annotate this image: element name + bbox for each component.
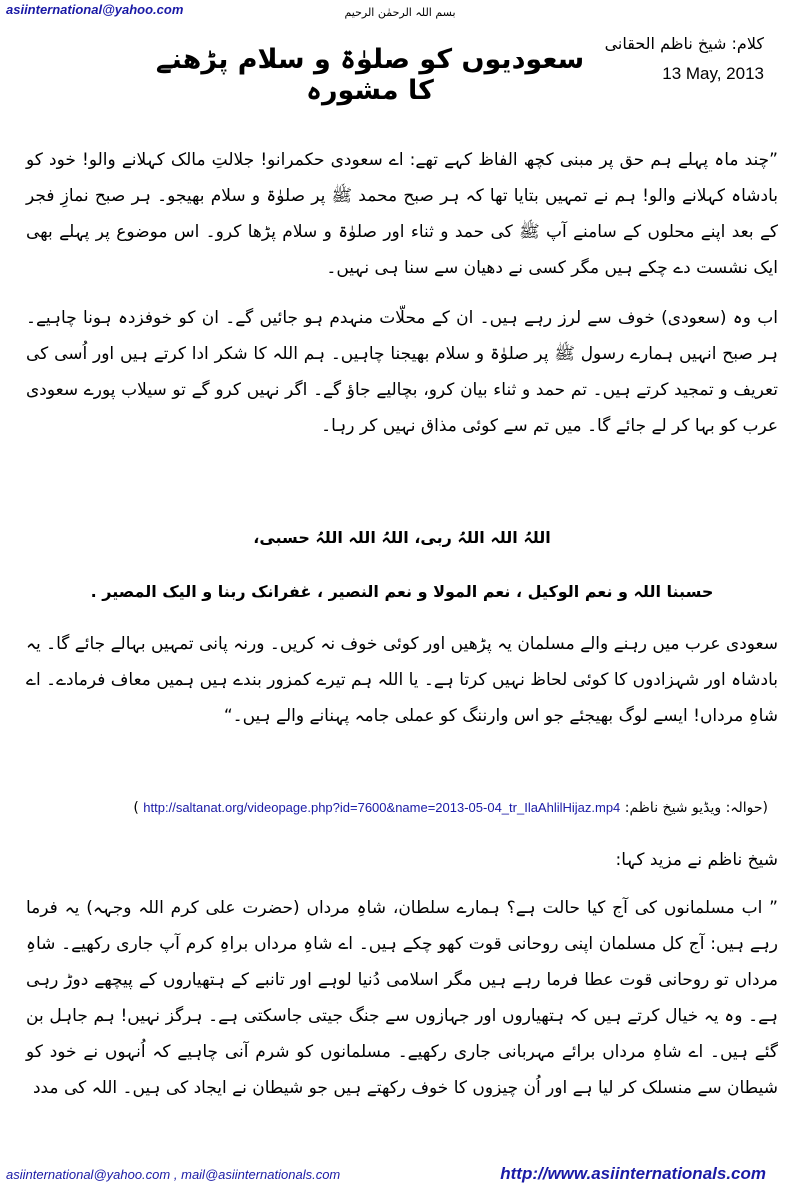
- paragraph-1: ”چند ماہ پہلے ہم حق پر مبنی کچھ الفاظ کہے تھے: اے سعودی حکمرانو! جلالتِ مالک کہلانے والو! خود کو بادشاہ کہلانے والو! ہم نے تمہیں بتایا تھا کہ ہر صبح محمد ﷺ پر صلوٰۃ و سلام بھیجو۔ ہر صبح نمازِ فجر کے بعد اپنے محلوں کے سامنے آپ ﷺ کی حمد و ثناء اور صلوٰۃ و سلام پڑھا کرو۔ اس موضوع پر پہلے بھی ایک نشست دے چکے ہیں مگر کسی نے دھیان سے سنا ہی نہیں۔: [26, 150, 778, 278]
- footer-separator: ,: [173, 1167, 178, 1182]
- footer-email-1[interactable]: asiinternational@yahoo.com: [6, 1167, 171, 1182]
- footer-emails: [6, 1167, 340, 1182]
- paragraph-2: اب وہ (سعودی) خوف سے لرز رہے ہیں۔ ان کے محلّات منہدم ہو جائیں گے۔ ان کو خوفزدہ ہونا چاہیے۔ ہر صبح انہیں ہمارے رسول ﷺ پر صلوٰۃ و سلام بھیجنا چاہیں۔ ہم اللہ کا شکر ادا کرتے ہیں اور اُسی کی تعریف و تمجید کرتے ہیں۔ تم حمد و ثناء بیان کرو، بچالیے جاؤ گے۔ اگر نہیں کرو گے تو سیلاب پورے سعودی عرب کو بہا کر لے جائے گا۔ میں تم سے کوئی مذاق نہیں کر رہا۔: [26, 308, 778, 436]
- paragraph-3: سعودی عرب میں رہنے والے مسلمان یہ پڑھیں اور کوئی خوف نہ کریں۔ ورنہ پانی تمہیں بہالے جائے گا۔ یہ بادشاہ اور شہزادوں کا کوئی لحاظ نہیں کرتا ہے۔ یا اللہ ہم تیرے کمزور بندے ہیں ہمیں معاف فرمادے۔ اے شاہِ مرداں! ایسے لوگ بھیجئے جو اس وارننگ کو عملی جامہ پہنانے والے ہیں۔“: [26, 634, 778, 726]
- arabic-dua-2: حسبنا اللہ و نعم الوکیل ، نعم المولا و نعم النصیر ، غفرانک ربنا و الیک المصیر .: [90, 582, 714, 601]
- arabic-dua-1: اللہُ اللہ اللہُ ربی، اللہُ اللہ اللہُ حسبی،: [253, 528, 551, 547]
- page-title: سعودیوں کو صلوٰۃ و سلام پڑھنے کا مشورہ: [155, 44, 585, 106]
- reference-link[interactable]: http://saltanat.org/videopage.php?id=7600&name=2013-05-04_tr_IlaAhlilHijaz.mp4: [143, 800, 621, 815]
- date-label: 13 May, 2013: [662, 64, 764, 83]
- paragraph-4: شیخ ناظم نے مزید کہا:: [615, 850, 778, 870]
- reference-suffix: ): [133, 800, 139, 816]
- paragraph-5: ” اب مسلمانوں کی آج کیا حالت ہے؟ ہمارے سلطان، شاہِ مرداں (حضرت علی کرم اللہ وجہہ) یہ فرما رہے ہیں: آج کل مسلمان اپنی روحانی قوت کھو چکے ہیں۔ اے شاہِ مرداں براہِ کرم آپ جاری رکھیے۔ شاہِ مرداں تو روحانی قوت عطا فرما رہے ہیں مگر اسلامی دُنیا لوہے اور تانبے کے ہتھیاروں کے پیچھے دوڑ رہی ہے۔ وہ یہ خیال کرتے ہیں کہ ہتھیاروں اور جہازوں سے جنگ جیتی جاسکتی ہے۔ ہرگز نہیں! ہم جاہل بن گئے ہیں۔ اے شاہِ مرداں برائے مہربانی جاری رکھیے۔ مسلمانوں کو شرم آنی چاہیے کہ اُنہوں نے خود کو شیطان سے منسلک کر لیا ہے اور اُن چیزوں کا خوف رکھتے ہیں جو شیطان نے ایجاد کی ہیں۔ اللہ کی مدد: [26, 898, 778, 1098]
- reference-prefix: (حوالہ: ویڈیو شیخ ناظم:: [624, 800, 768, 816]
- speaker-label: کلام: شیخ ناظم الحقانی: [604, 34, 764, 53]
- footer-website[interactable]: http://www.asiinternationals.com: [500, 1164, 766, 1183]
- bismillah: بسم اللہ الرحمٰن الرحیم: [344, 6, 456, 19]
- reference-line: [133, 800, 768, 816]
- header-email[interactable]: asiinternational@yahoo.com: [6, 2, 184, 17]
- footer-email-2[interactable]: mail@asiinternationals.com: [181, 1167, 341, 1182]
